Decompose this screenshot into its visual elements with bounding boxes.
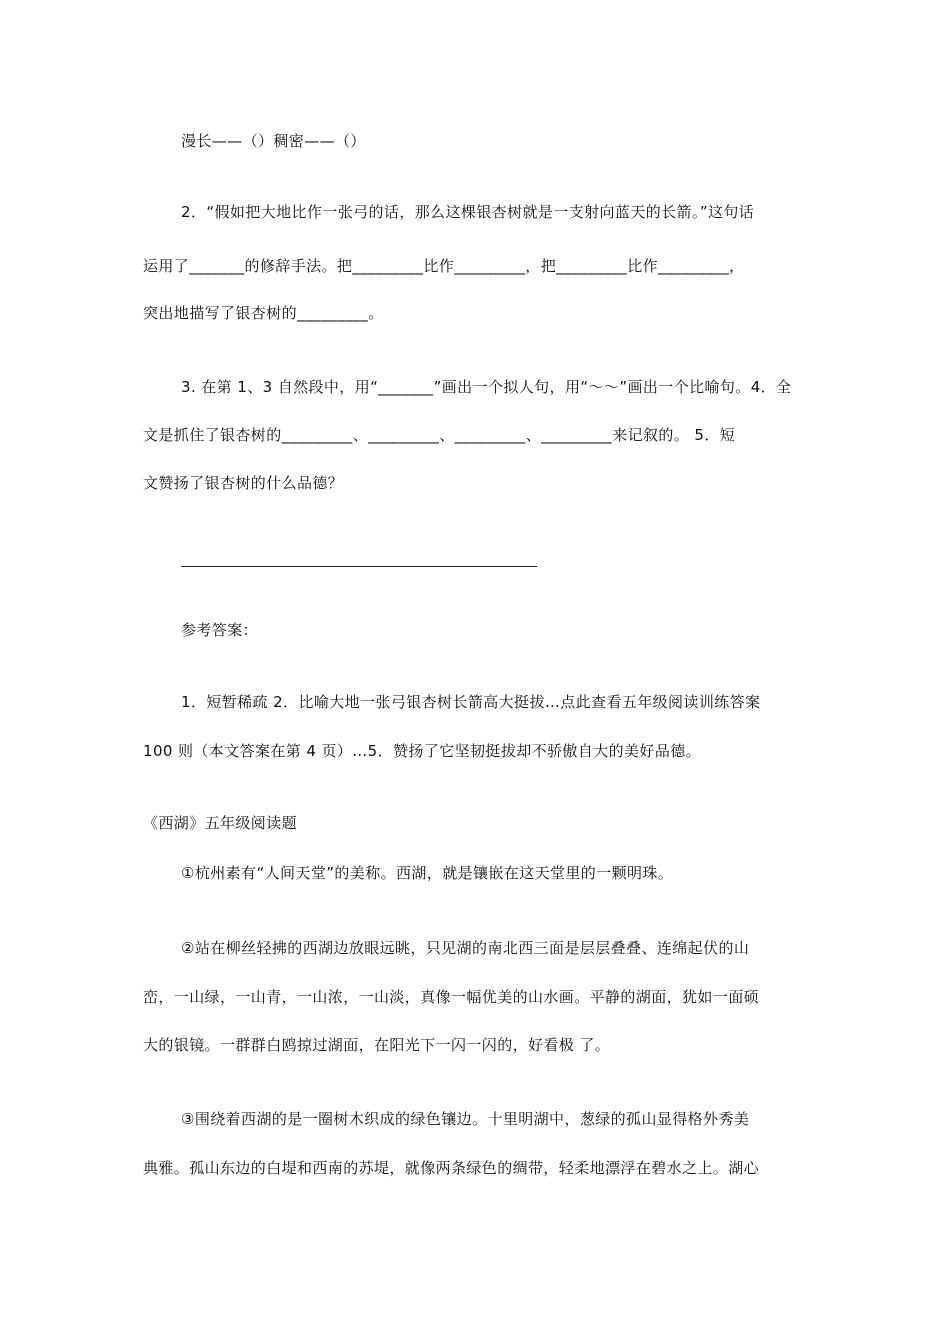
paragraph-2-line-1: ②站在柳丝轻拂的西湖边放眼远眺，只见湖的南北西三面是层层叠叠、连绵起伏的山 bbox=[181, 939, 750, 957]
text-line-synonyms: 漫长——（）稠密——（） bbox=[181, 132, 366, 150]
question-2-line-1 bbox=[181, 202, 803, 222]
paragraph-1-line-1: ①杭州素有“人间天堂”的美称。西湖，就是镶嵌在这天堂里的一颗明珠。 bbox=[181, 864, 674, 882]
paragraph-3-line-2: 典雅。孤山东边的白堤和西南的苏堤，就像两条绿色的绸带，轻柔地漂浮在碧水之上。湖心 bbox=[143, 1159, 760, 1177]
answer-line-1: 1．短暂稀疏 2．比喻大地一张弓银杏树长箭高大挺拔…点此查看五年级阅读训练答案 bbox=[181, 693, 761, 711]
question-4-line: 文是抓住了银杏树的_________、_________、_________、_________来记叙的。 5．短 bbox=[143, 426, 736, 444]
paragraph-2-line-3: 大的银镜。一群群白鸥掠过湖面，在阳光下一闪一闪的，好看极 了。 bbox=[143, 1036, 611, 1054]
question-2-line-3: 突出地描写了银杏树的_________。 bbox=[143, 304, 384, 322]
paragraph-3-line-1: ③围绕着西湖的是一圈树木织成的绿色镶边。十里明湖中，葱绿的孤山显得格外秀美 bbox=[181, 1110, 750, 1128]
question-3-line-1: 3. 在第 1、3 自然段中，用“_______”画出一个拟人句，用“～～”画出一个比喻句。4．全 bbox=[181, 378, 792, 396]
answer-line-2: 100 则（本文答案在第 4 页）…5．赞扬了它坚韧挺拔却不骄傲自大的美好品德。 bbox=[143, 742, 702, 760]
question-2-line-2: 运用了_______的修辞手法。把_________比作_________，把_________比作_________， bbox=[143, 257, 745, 275]
paragraph-2-line-2: 峦，一山绿，一山青，一山浓，一山淡，真像一幅优美的山水画。平静的湖面，犹如一面硕 bbox=[143, 988, 760, 1006]
question-5-line: 文赞扬了银杏树的什么品德？ bbox=[143, 474, 344, 492]
article-title: 《西湖》五年级阅读题 bbox=[143, 814, 298, 832]
answer-blank-line bbox=[181, 566, 537, 567]
reference-answer-heading: 参考答案： bbox=[181, 621, 259, 639]
question-2-text-1: 2．“假如把大地比作一张弓的话，那么这棵银杏树就是一支射向蓝天的长箭。”这句话 bbox=[181, 203, 755, 221]
